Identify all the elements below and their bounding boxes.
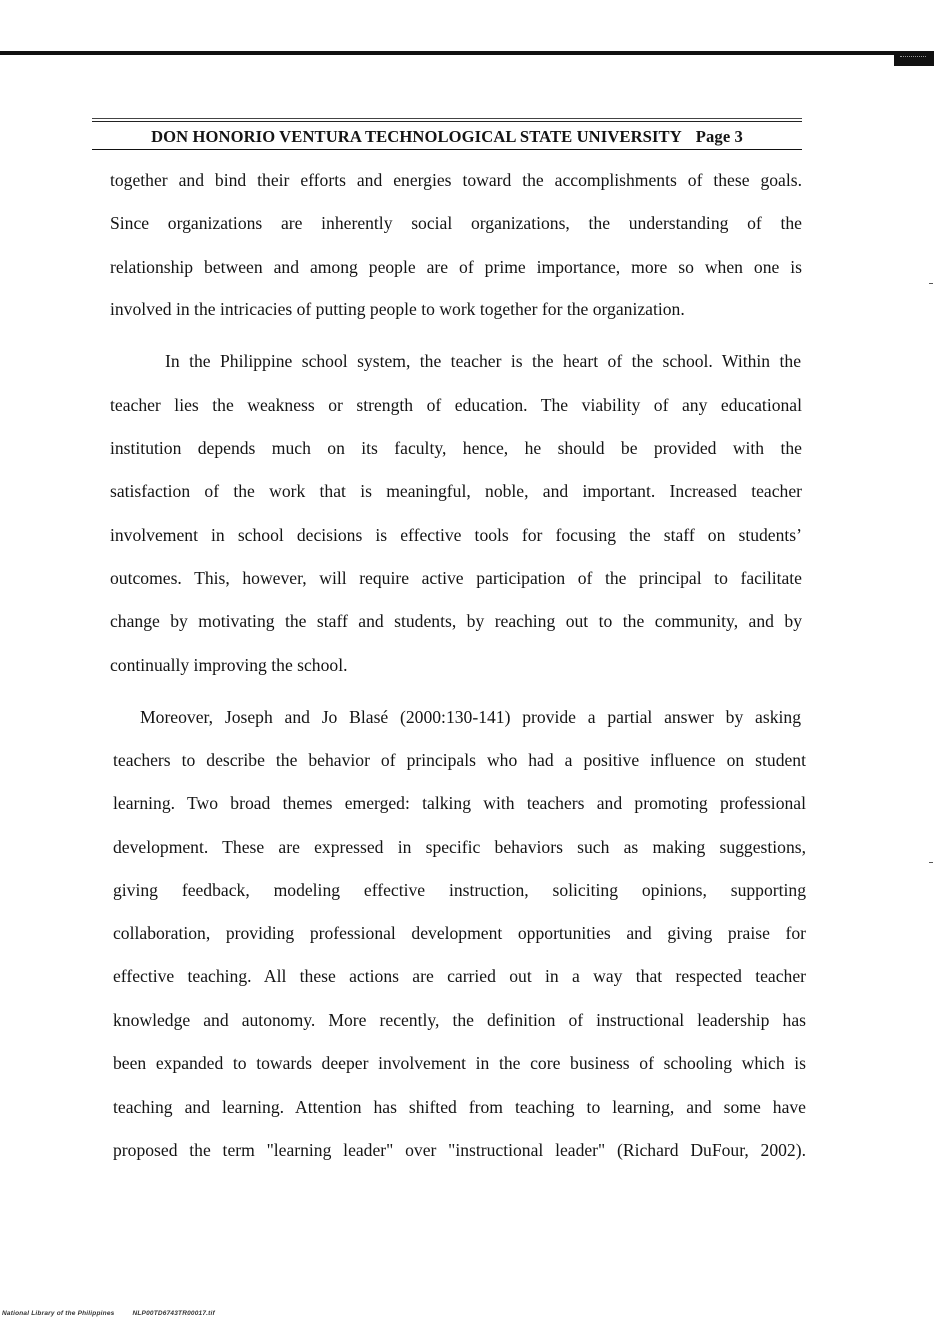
scan-corner-block [894,53,934,66]
text-line: been expanded to towards deeper involvement in the core business of schooling which is [113,1053,806,1073]
running-header [92,127,802,147]
text-line: satisfaction of the work that is meaningful, noble, and important. Increased teacher [110,481,802,501]
scan-code: NLP00TD6743TR00017.tif [132,1310,215,1317]
text-line: continually improving the school. [110,655,348,675]
text-line: together and bind their efforts and energies toward the accomplishments of these goals. [110,170,802,190]
text-line: Moreover, Joseph and Jo Blasé (2000:130-141) provide a partial answer by asking [140,707,801,727]
scan-top-border [0,51,934,55]
text-line: effective teaching. All these actions are carried out in a way that respected teacher [113,966,806,986]
text-line: Since organizations are inherently social organizations, the understanding of the [110,213,802,233]
scan-speck [929,283,933,284]
header-rule-bottom [92,149,802,150]
text-line: involvement in school decisions is effective tools for focusing the staff on students’ [110,525,802,545]
text-line: institution depends much on its faculty, hence, he should be provided with the [110,438,802,458]
text-line: development. These are expressed in specific behaviors such as making suggestions, [113,837,806,857]
text-line: teachers to describe the behavior of principals who had a positive influence on student [113,750,806,770]
text-line: outcomes. This, however, will require active participation of the principal to facilitate [110,568,802,588]
page-number: Page 3 [695,127,743,146]
text-line: In the Philippine school system, the teacher is the heart of the school. Within the [165,351,801,371]
text-line: change by motivating the staff and students, by reaching out to the community, and by [110,611,802,631]
text-line: giving feedback, modeling effective instruction, soliciting opinions, supporting [113,880,806,900]
library-name: National Library of the Philippines [2,1310,115,1317]
header-rule-top [92,118,802,119]
university-name: DON HONORIO VENTURA TECHNOLOGICAL STATE UNIVERSITY [151,127,682,146]
text-line: involved in the intricacies of putting people to work together for the organization. [110,299,685,319]
text-line: relationship between and among people are of prime importance, more so when one is [110,257,802,277]
text-line: proposed the term "learning leader" over "instructional leader" (Richard DuFour, 2002). [113,1140,806,1160]
text-line: collaboration, providing professional development opportunities and giving praise for [113,923,806,943]
text-line: teaching and learning. Attention has shifted from teaching to learning, and some have [113,1097,806,1117]
text-line: learning. Two broad themes emerged: talking with teachers and promoting professional [113,793,806,813]
text-line: teacher lies the weakness or strength of education. The viability of any educational [110,395,802,415]
scan-speck [929,862,933,863]
scan-footer-watermark [2,1310,215,1317]
header-rule-top-inner [92,121,802,122]
text-line: knowledge and autonomy. More recently, the definition of instructional leadership has [113,1010,806,1030]
